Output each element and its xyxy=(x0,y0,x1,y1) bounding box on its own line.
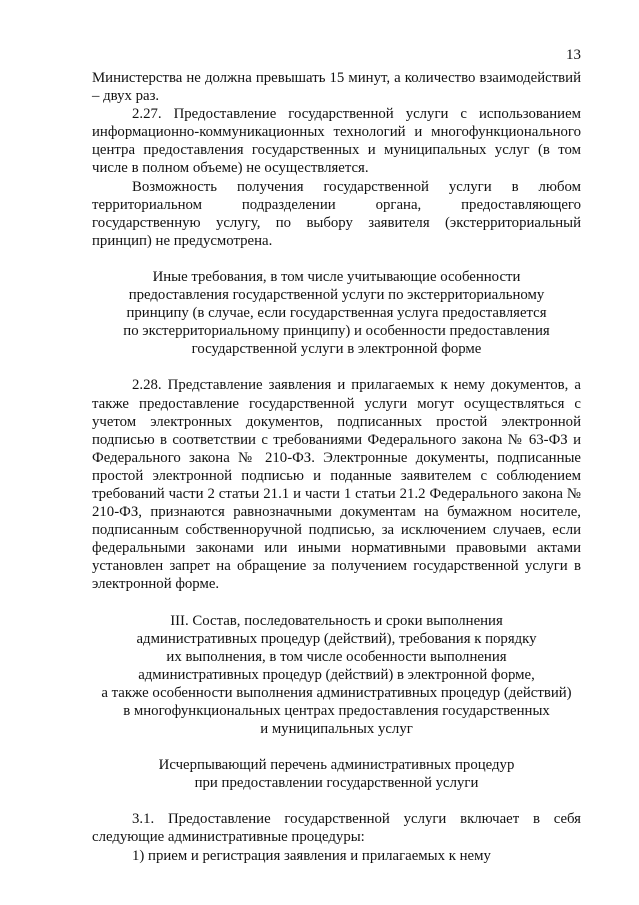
heading-line: в многофункциональных центрах предоставления государственных xyxy=(123,703,550,719)
heading-line: и муниципальных услуг xyxy=(260,721,413,738)
heading-line: а также особенности выполнения административных процедур (действий) xyxy=(101,684,572,701)
heading-line: Исчерпывающий перечень административных процедур xyxy=(158,757,515,774)
paragraph-continuation: Министерства не должна превышать 15 минут, а количество взаимодействий – двух раз. xyxy=(92,70,581,105)
heading-line: предоставления государственной услуги по экстерриториальному xyxy=(128,287,545,304)
heading-line: их выполнения, в том числе особенности выполнения xyxy=(166,648,507,665)
heading-line: III. Состав, последовательность и сроки выполнения xyxy=(170,612,503,629)
list-item-1: 1) прием и регистрация заявления и прилагаемых к нему xyxy=(132,847,491,864)
heading-section-iii xyxy=(92,612,581,739)
heading-line: государственной услуги в электронной форме xyxy=(191,341,482,358)
heading-line: административных процедур (действий) в электронной форме, xyxy=(138,666,535,683)
heading-procedures-list xyxy=(92,756,581,792)
paragraph-2-27: 2.27. Предоставление государственной услуги с использованием информационно-коммуникационных технологий и многофункционального центра предоставления государственных и муниципальных услуг (в том числе в полном объеме) не осуществляется. xyxy=(92,106,581,177)
heading-line: при предоставлении государственной услуги xyxy=(194,775,479,792)
paragraph-2-28: 2.28. Представление заявления и прилагаемых к нему документов, а также предоставление государственной услуги могут осуществляться с учетом электронных документов, подписанных простой электронной подписью в соответствии с требованиями Федерального закона № 63-ФЗ и Федерального закона № 210-ФЗ. Электронные документы, подписанные простой электронной подписью и поданные заявителем с соблюдением требований части 2 статьи 21.1 и части 1 статьи 21.2 Федерального закона № 210-ФЗ, признаются равнозначными документам на бумажном носителе, подписанным собственноручной подписью, за исключением случаев, если федеральными законами или иными нормативными правовыми актами установлен запрет на обращение за получением государственной услуги в электронной форме. xyxy=(92,377,581,593)
heading-line: принципу (в случае, если государственная услуга предоставляется xyxy=(126,305,547,322)
paragraph-extraterritorial: Возможность получения государственной услуги в любом территориальном подразделении органа, предоставляющего государственную услугу, по выбору заявителя (экстерриториальный принцип) не предусмотрена. xyxy=(92,178,581,249)
document-body xyxy=(92,69,581,865)
heading-line: по экстерриториальному принципу) и особенности предоставления xyxy=(123,323,550,340)
heading-line: административных процедур (действий), требования к порядку xyxy=(136,630,537,647)
page-number: 13 xyxy=(566,47,581,63)
heading-line: Иные требования, в том числе учитывающие особенности xyxy=(152,268,521,285)
heading-other-requirements xyxy=(92,268,581,358)
paragraph-3-1: 3.1. Предоставление государственной услуги включает в себя следующие административные процедуры: xyxy=(92,811,581,846)
